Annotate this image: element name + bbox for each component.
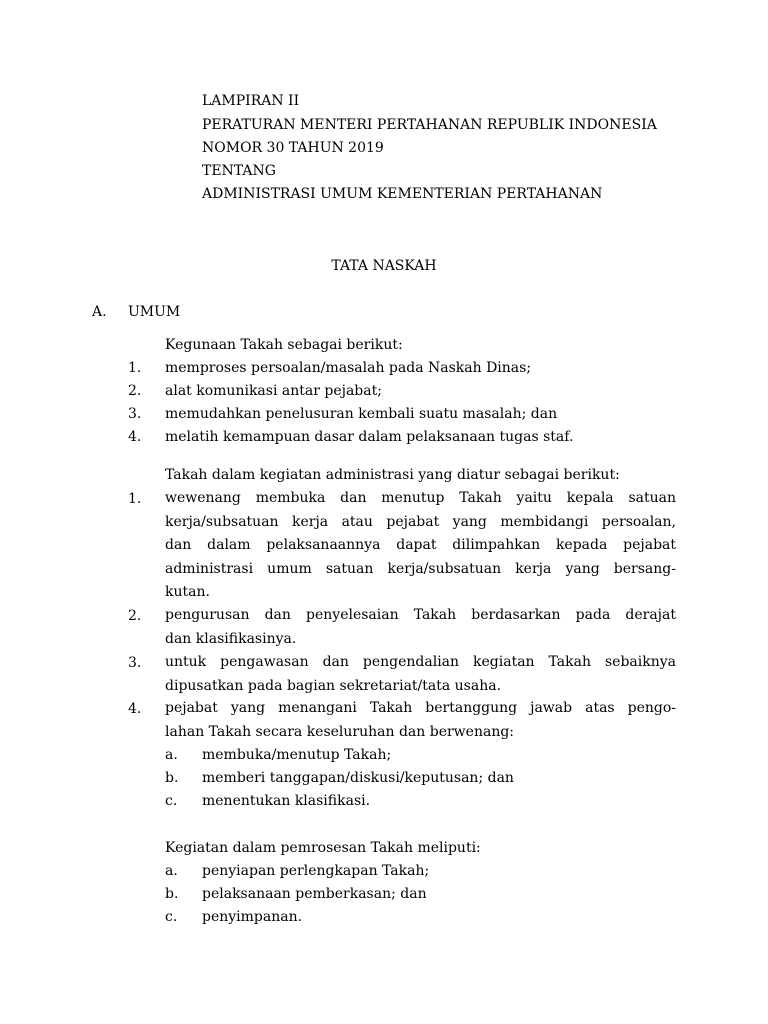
list-item-number: 4. [128, 429, 142, 445]
sub-item: memberi tanggapan/diskusi/keputusan; dan [202, 770, 514, 786]
sub-item-letter: b. [165, 886, 179, 902]
list-item-paragraph [165, 487, 676, 605]
sub-item: pelaksanaan pemberkasan; dan [202, 886, 427, 902]
paragraph-row: pejabat yang menangani Takah bertanggung jawab atas pengo- [165, 700, 676, 716]
paragraph-row: pengurusan dan penyelesaian Takah berdasarkan pada derajat [165, 607, 676, 623]
kegiatan-intro: Takah dalam kegiatan administrasi yang diatur sebagai berikut: [165, 467, 620, 483]
list-item: alat komunikasi antar pejabat; [165, 383, 382, 399]
list-item-number: 3. [128, 406, 142, 422]
sub-item: membuka/menutup Takah; [202, 747, 392, 763]
list-item-number: 1. [128, 491, 142, 507]
sub-item-letter: a. [165, 747, 178, 763]
list-item-number: 4. [128, 701, 142, 717]
paragraph-row: kerja/subsatuan kerja atau pejabat yang membidangi persoalan, [165, 513, 676, 530]
sub-item-letter: b. [165, 770, 179, 786]
list-item-number: 3. [128, 655, 142, 671]
sub-item-letter: c. [165, 793, 178, 809]
sub-item: penyimpanan. [202, 909, 303, 925]
paragraph-row: administrasi umum satuan kerja/subsatuan kerja yang bersang- [165, 560, 676, 577]
paragraph-row: kutan. [165, 584, 210, 600]
paragraph-row: dan klasifikasinya. [165, 630, 297, 647]
paragraph-row: wewenang membuka dan menutup Takah yaitu kepala satuan [165, 490, 676, 506]
list-item-paragraph [165, 697, 676, 744]
header-subject: ADMINISTRASI UMUM KEMENTERIAN PERTAHANAN [202, 186, 603, 202]
paragraph-row: lahan Takah secara keseluruhan dan berwenang: [165, 723, 515, 740]
pemrosesan-intro: Kegiatan dalam pemrosesan Takah meliputi: [165, 840, 481, 856]
list-item: melatih kemampuan dasar dalam pelaksanaan tugas staf. [165, 429, 574, 445]
kegunaan-intro: Kegunaan Takah sebagai berikut: [165, 337, 403, 353]
section-marker: A. [92, 304, 107, 320]
paragraph-row: untuk pengawasan dan pengendalian kegiatan Takah sebaiknya [165, 654, 676, 670]
sub-item-letter: a. [165, 863, 178, 879]
header-lampiran: LAMPIRAN II [202, 93, 300, 109]
list-item-number: 1. [128, 360, 142, 376]
sub-item: menentukan klasifikasi. [202, 793, 371, 809]
section-heading: UMUM [128, 304, 181, 320]
header-peraturan: PERATURAN MENTERI PERTAHANAN REPUBLIK INDONESIA [202, 117, 657, 133]
sub-item-letter: c. [165, 909, 178, 925]
paragraph-row: dipusatkan pada bagian sekretariat/tata usaha. [165, 677, 502, 694]
list-item-paragraph [165, 604, 676, 651]
paragraph-row: dan dalam pelaksanaannya dapat dilimpahkan kepada pejabat [165, 537, 676, 553]
list-item: memproses persoalan/masalah pada Naskah Dinas; [165, 360, 532, 376]
list-item: memudahkan penelusuran kembali suatu masalah; dan [165, 406, 558, 422]
document-title: TATA NASKAH [331, 258, 437, 274]
list-item-number: 2. [128, 383, 142, 399]
header-tentang: TENTANG [202, 163, 276, 179]
list-item-number: 2. [128, 608, 142, 624]
sub-item: penyiapan perlengkapan Takah; [202, 863, 430, 879]
list-item-paragraph [165, 651, 676, 698]
header-nomor: NOMOR 30 TAHUN 2019 [202, 140, 384, 156]
